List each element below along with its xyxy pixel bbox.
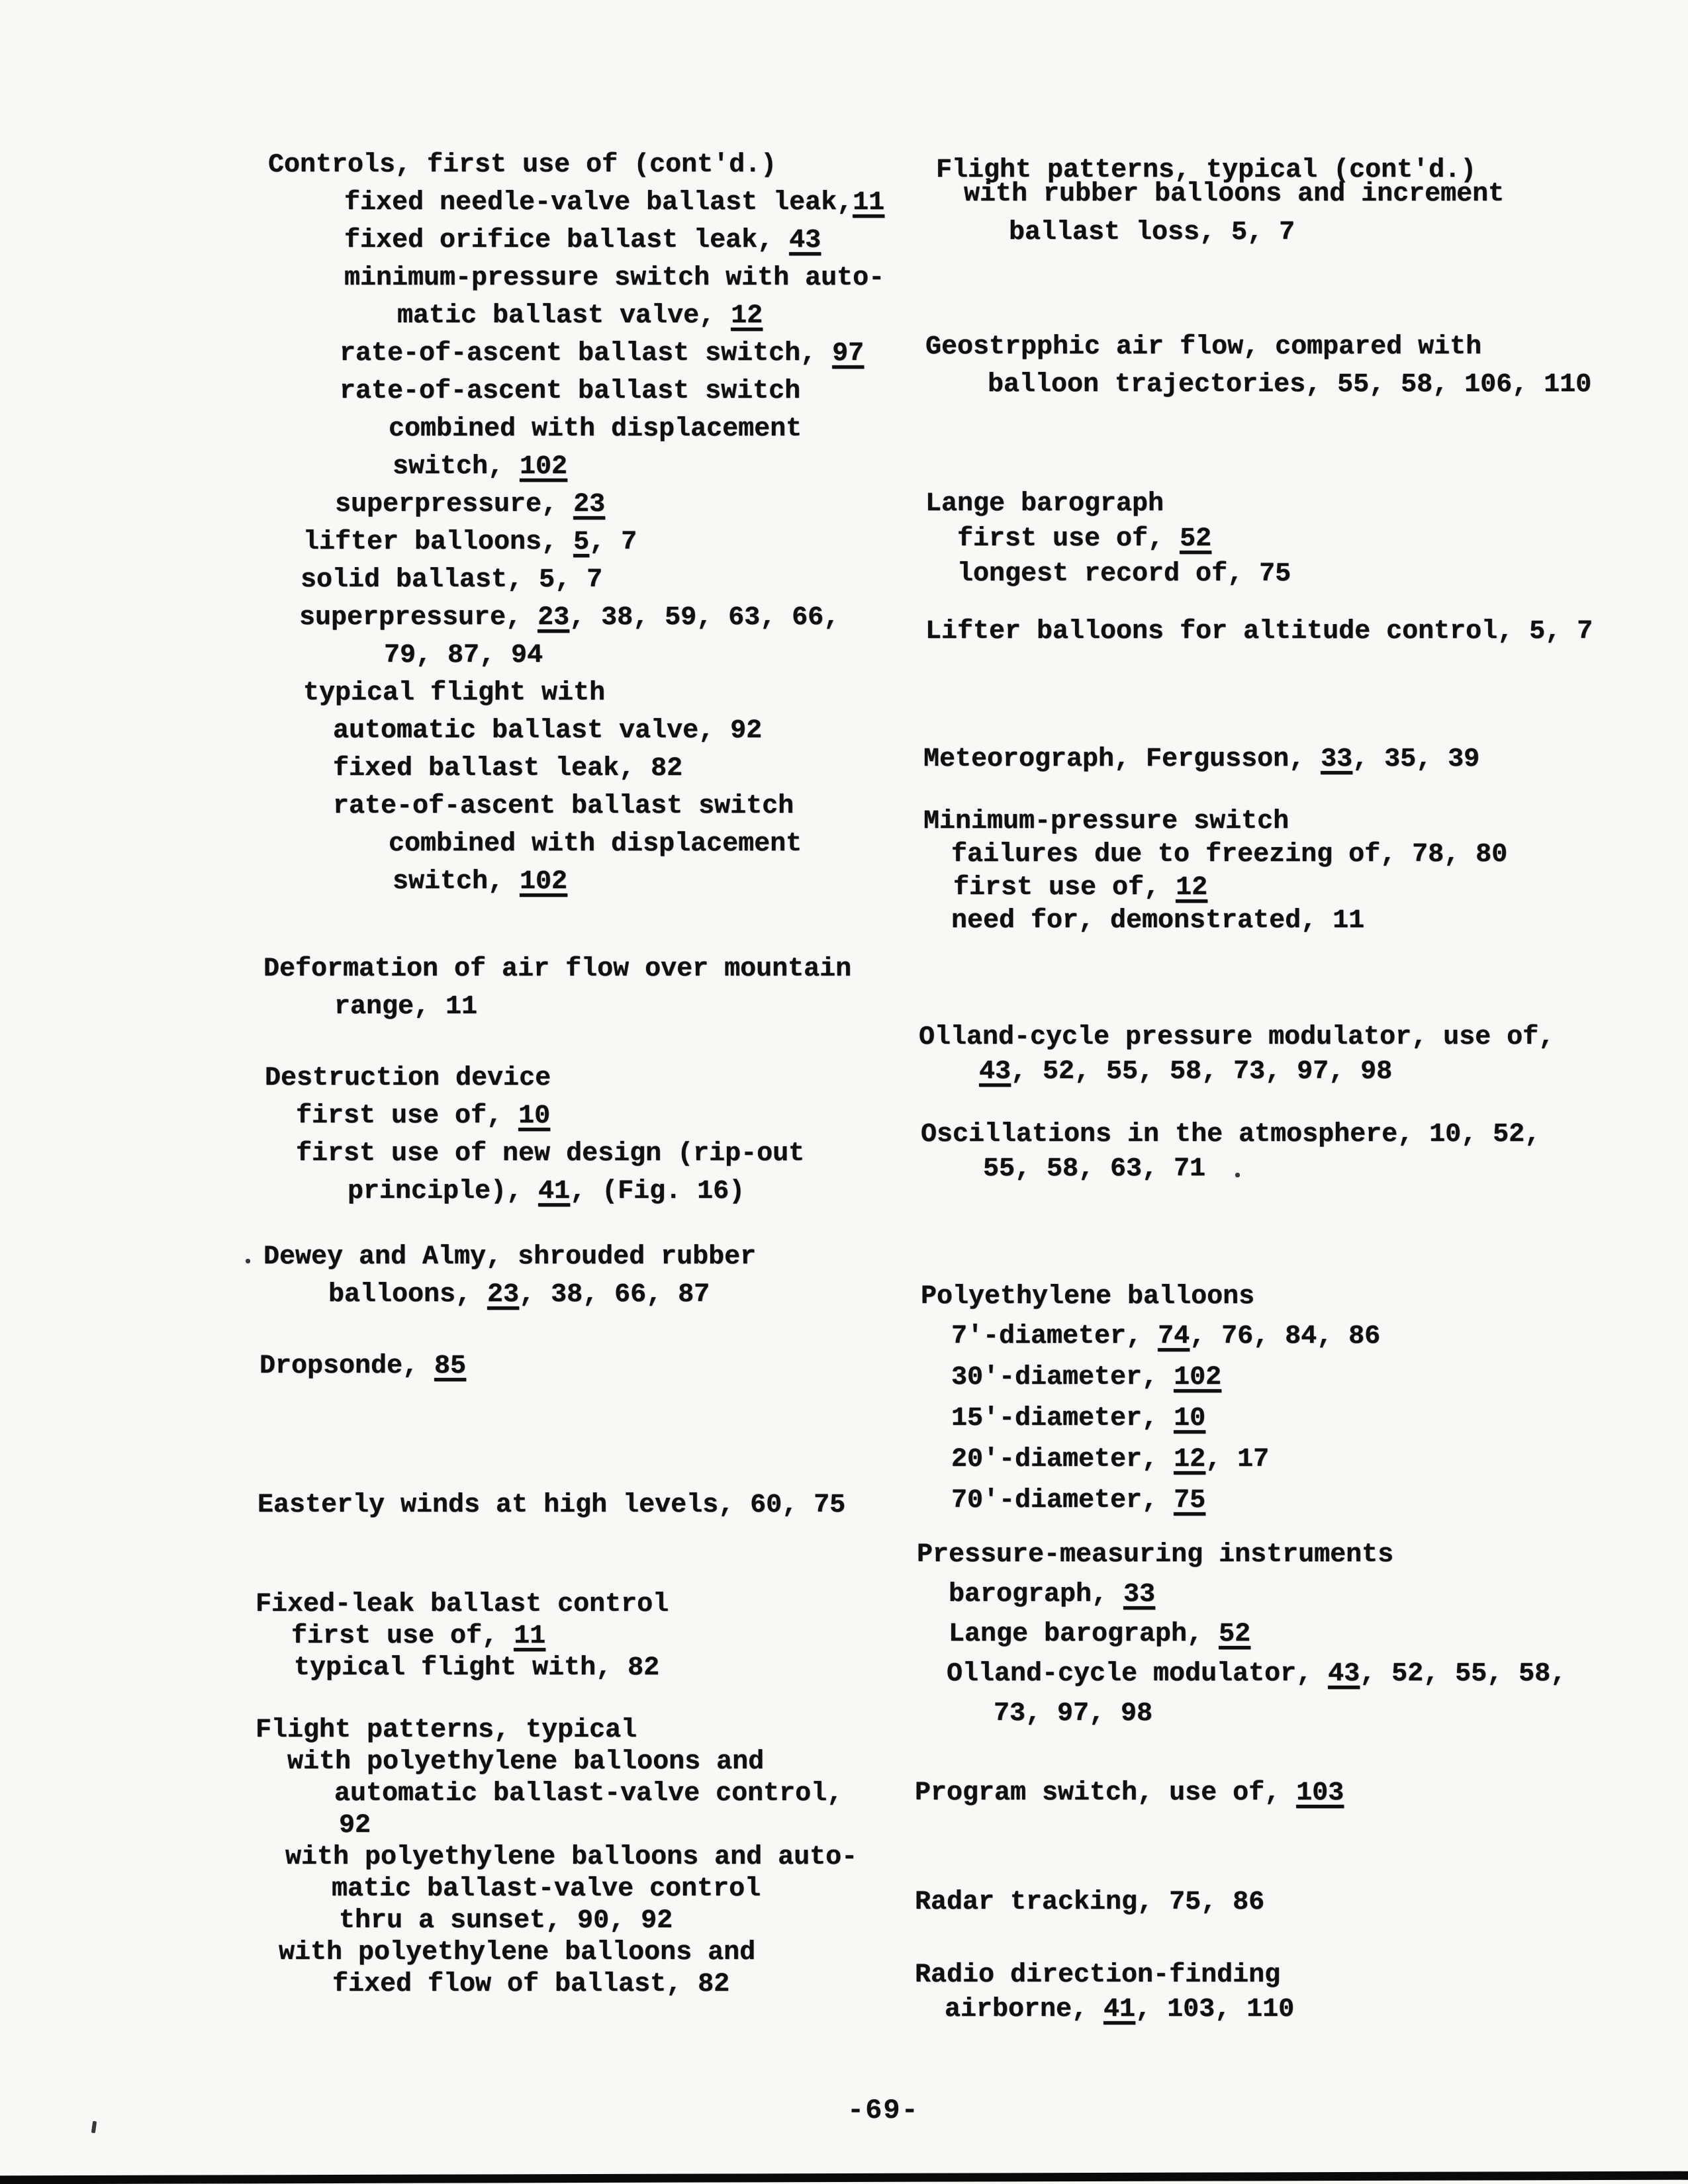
line-text: superpressure, xyxy=(299,603,538,633)
line-text: barograph, xyxy=(949,1580,1124,1610)
line-text: fixed flow of ballast, 82 xyxy=(332,1970,730,1999)
underlined-page-ref: 43 xyxy=(979,1057,1011,1087)
index-line xyxy=(925,619,1593,645)
index-line xyxy=(957,526,1211,553)
index-line xyxy=(333,756,682,782)
scan-mark-tick xyxy=(91,2121,97,2134)
scanner-edge-bar xyxy=(0,2171,1688,2184)
index-line xyxy=(301,567,602,594)
index-line xyxy=(953,875,1207,901)
line-text: minimum-pressure switch with auto- xyxy=(344,263,885,293)
line-text: automatic ballast valve, 92 xyxy=(333,716,763,746)
underlined-page-ref: 10 xyxy=(518,1101,551,1131)
line-text: Lifter balloons for altitude control, 5, 7 xyxy=(925,617,1593,647)
index-line xyxy=(258,1492,845,1519)
line-text: with polyethylene balloons and auto- xyxy=(285,1843,858,1872)
underlined-page-ref: 102 xyxy=(1174,1363,1222,1392)
line-text: automatic ballast-valve control, xyxy=(334,1779,843,1809)
index-line xyxy=(296,1103,550,1130)
line-text: Pressure-measuring instruments xyxy=(917,1540,1394,1570)
line-text: matic ballast valve, xyxy=(397,301,731,331)
index-line xyxy=(339,1813,371,1839)
line-text: Flight patterns, typical xyxy=(256,1715,637,1745)
line-text: , 103, 110 xyxy=(1135,1995,1295,2025)
line-text: , 17 xyxy=(1205,1445,1270,1475)
index-line xyxy=(949,1621,1250,1648)
line-text: Deformation of air flow over mountain xyxy=(263,954,852,984)
line-text: airborne, xyxy=(945,1995,1104,2025)
line-text: Radar tracking, 75, 86 xyxy=(915,1888,1265,1917)
line-text: Destruction device xyxy=(265,1064,551,1093)
line-text: solid ballast, 5, 7 xyxy=(301,565,603,595)
line-text: , 7 xyxy=(589,527,637,557)
index-line xyxy=(951,1365,1221,1391)
underlined-page-ref: 12 xyxy=(731,301,763,331)
index-line xyxy=(949,1582,1155,1608)
index-line xyxy=(915,1780,1344,1807)
index-line xyxy=(917,1542,1393,1569)
line-text: , 38, 59, 63, 66, xyxy=(569,603,840,633)
index-line xyxy=(348,1179,745,1205)
index-line xyxy=(256,1717,637,1744)
line-text: Geostrpphic air flow, compared with xyxy=(925,332,1482,362)
line-text: rate-of-ascent ballast switch xyxy=(333,792,794,821)
underlined-page-ref: 52 xyxy=(1180,524,1212,554)
line-text: ballast loss, 5, 7 xyxy=(1009,218,1295,248)
line-text: 92 xyxy=(339,1811,371,1841)
index-line xyxy=(1009,220,1295,246)
line-text: Lange barograph xyxy=(925,489,1164,519)
index-line xyxy=(393,454,567,480)
index-line xyxy=(957,561,1291,588)
line-text: , 52, 55, 58, 73, 97, 98 xyxy=(1011,1057,1393,1087)
line-text: 15'-diameter, xyxy=(951,1404,1174,1433)
line-text: balloons, xyxy=(328,1280,488,1310)
underlined-page-ref: 41 xyxy=(1103,1995,1136,2025)
index-line xyxy=(393,869,567,895)
line-text: Lange barograph, xyxy=(949,1619,1219,1649)
line-text: Program switch, use of, xyxy=(915,1778,1297,1808)
index-line xyxy=(979,1059,1392,1085)
line-text: range, 11 xyxy=(334,992,478,1022)
index-line xyxy=(945,1997,1294,2023)
scan-mark-dot xyxy=(246,1259,250,1263)
line-text: Easterly winds at high levels, 60, 75 xyxy=(258,1490,846,1520)
line-text: Olland-cycle modulator, xyxy=(947,1659,1329,1689)
index-line xyxy=(328,1282,710,1308)
line-text: 79, 87, 94 xyxy=(384,641,543,670)
underlined-page-ref: 23 xyxy=(573,490,606,520)
line-text: principle), xyxy=(348,1177,539,1206)
underlined-page-ref: 97 xyxy=(832,339,865,369)
index-line xyxy=(332,1972,729,1998)
line-text: 20'-diameter, xyxy=(951,1445,1174,1475)
line-text: longest record of, 75 xyxy=(957,559,1291,589)
line-text: Dewey and Almy, shrouded rubber xyxy=(263,1242,757,1272)
line-text: , 35, 39 xyxy=(1352,745,1480,774)
index-line xyxy=(951,1488,1205,1514)
line-text: lifter balloons, xyxy=(303,527,574,557)
line-text: , (Fig. 16) xyxy=(570,1177,745,1206)
index-line xyxy=(344,265,884,292)
underlined-page-ref: 41 xyxy=(538,1177,571,1206)
underlined-page-ref: 52 xyxy=(1219,1619,1251,1649)
line-text: 30'-diameter, xyxy=(951,1363,1174,1392)
index-line xyxy=(919,1024,1554,1051)
index-line xyxy=(263,1244,756,1271)
underlined-page-ref: 11 xyxy=(853,188,885,218)
line-text: failures due to freezing of, 78, 80 xyxy=(951,840,1508,870)
index-line xyxy=(279,1940,755,1966)
index-line xyxy=(947,1661,1566,1688)
underlined-page-ref: 11 xyxy=(514,1621,546,1651)
index-line xyxy=(923,809,1289,835)
line-text: typical flight with xyxy=(303,678,606,708)
line-text: need for, demonstrated, 11 xyxy=(951,906,1365,936)
index-line xyxy=(294,1655,659,1682)
index-line xyxy=(333,794,794,820)
line-text: Fixed-leak ballast control xyxy=(256,1590,669,1619)
index-line xyxy=(263,956,851,983)
index-line xyxy=(915,1889,1264,1916)
line-text: Minimum-pressure switch xyxy=(923,807,1289,837)
underlined-page-ref: 102 xyxy=(520,867,568,897)
line-text: Controls, first use of (cont'd.) xyxy=(268,150,777,180)
line-text: 7'-diameter, xyxy=(951,1322,1158,1351)
underlined-page-ref: 33 xyxy=(1123,1580,1156,1610)
line-text: with polyethylene balloons and xyxy=(279,1938,756,1968)
underlined-page-ref: 102 xyxy=(520,452,568,482)
index-line xyxy=(287,1749,764,1776)
index-line xyxy=(951,842,1507,868)
index-line xyxy=(303,680,605,707)
scan-mark-dot xyxy=(1235,1173,1240,1177)
line-text: , 76, 84, 86 xyxy=(1190,1322,1381,1351)
index-line xyxy=(303,529,637,556)
line-text: with polyethylene balloons and xyxy=(287,1747,765,1777)
index-line xyxy=(925,334,1481,361)
index-line xyxy=(340,379,800,405)
underlined-page-ref: 33 xyxy=(1321,745,1353,774)
line-text: Meteorograph, Fergusson, xyxy=(923,745,1321,774)
line-text: Dropsonde, xyxy=(259,1351,435,1381)
page-number: -69- xyxy=(847,2095,919,2126)
line-text: fixed orifice ballast leak, xyxy=(344,226,790,255)
line-text: , 52, 55, 58, xyxy=(1360,1659,1567,1689)
index-line xyxy=(921,1284,1254,1310)
index-line xyxy=(923,747,1479,773)
line-text: 55, 58, 63, 71 xyxy=(983,1154,1206,1184)
index-line xyxy=(333,718,762,745)
line-text: , 38, 66, 87 xyxy=(519,1280,710,1310)
line-text: balloon trajectories, 55, 58, 106, 110 xyxy=(988,370,1592,400)
line-text: Radio direction-finding xyxy=(915,1960,1281,1990)
index-line xyxy=(951,1324,1380,1350)
index-line xyxy=(334,994,477,1021)
line-text: rate-of-ascent ballast switch, xyxy=(340,339,833,369)
line-text: 70'-diameter, xyxy=(951,1486,1174,1516)
index-line xyxy=(259,1353,466,1380)
index-line xyxy=(268,152,776,179)
index-line xyxy=(389,416,802,443)
line-text: combined with displacement xyxy=(389,414,802,444)
index-line xyxy=(291,1623,545,1650)
index-line xyxy=(332,1876,761,1903)
index-line xyxy=(344,228,821,254)
underlined-page-ref: 5 xyxy=(573,527,590,557)
line-text: 73, 97, 98 xyxy=(994,1699,1153,1729)
index-line xyxy=(925,491,1164,518)
index-line xyxy=(339,1908,673,1934)
index-line xyxy=(988,372,1591,398)
index-line xyxy=(389,831,802,858)
line-text: fixed needle-valve ballast leak, xyxy=(344,188,853,218)
underlined-page-ref: 10 xyxy=(1174,1404,1206,1433)
index-line xyxy=(994,1701,1152,1727)
line-text: Polyethylene balloons xyxy=(921,1282,1255,1312)
underlined-page-ref: 43 xyxy=(1328,1659,1360,1689)
line-text: combined with displacement xyxy=(389,829,802,859)
underlined-page-ref: 12 xyxy=(1174,1445,1206,1475)
index-line xyxy=(296,1141,804,1167)
index-line xyxy=(256,1592,669,1618)
underlined-page-ref: 23 xyxy=(487,1280,520,1310)
index-line xyxy=(951,1447,1269,1473)
index-line xyxy=(983,1156,1205,1183)
index-line xyxy=(299,605,839,631)
line-text: Flight patterns, typical (cont'd.) xyxy=(936,156,1477,185)
index-line xyxy=(285,1844,857,1871)
line-text: first use of, xyxy=(296,1101,519,1131)
line-text: switch, xyxy=(393,452,520,482)
line-text: thru a sunset, 90, 92 xyxy=(339,1906,673,1936)
index-line xyxy=(265,1066,551,1092)
index-line xyxy=(335,492,605,518)
index-line xyxy=(397,303,763,330)
line-text: first use of new design (rip-out xyxy=(296,1139,805,1169)
underlined-page-ref: 85 xyxy=(434,1351,467,1381)
line-text: Oscillations in the atmosphere, 10, 52, xyxy=(921,1120,1541,1150)
line-text: first use of, xyxy=(953,873,1176,903)
underlined-page-ref: 43 xyxy=(789,226,821,255)
index-line xyxy=(340,341,864,367)
line-text: rate-of-ascent ballast switch xyxy=(340,377,801,406)
underlined-page-ref: 75 xyxy=(1174,1486,1206,1516)
index-line xyxy=(951,1406,1205,1432)
line-text: matic ballast-valve control xyxy=(332,1874,761,1904)
index-line xyxy=(384,643,543,669)
underlined-page-ref: 103 xyxy=(1296,1778,1344,1808)
underlined-page-ref: 23 xyxy=(538,603,570,633)
underlined-page-ref: 12 xyxy=(1176,873,1208,903)
index-line xyxy=(951,908,1364,934)
index-line xyxy=(921,1122,1540,1148)
line-text: first use of, xyxy=(291,1621,514,1651)
index-line xyxy=(915,1962,1280,1989)
index-line xyxy=(344,190,884,216)
underlined-page-ref: 74 xyxy=(1158,1322,1190,1351)
line-text: Olland-cycle pressure modulator, use of, xyxy=(919,1023,1555,1052)
index-line xyxy=(964,181,1504,208)
line-text: with rubber balloons and increment xyxy=(964,179,1505,209)
index-line xyxy=(334,1781,843,1807)
line-text: switch, xyxy=(393,867,520,897)
line-text: superpressure, xyxy=(335,490,574,520)
line-text: first use of, xyxy=(957,524,1180,554)
line-text: fixed ballast leak, 82 xyxy=(333,754,683,784)
line-text: typical flight with, 82 xyxy=(294,1653,660,1683)
